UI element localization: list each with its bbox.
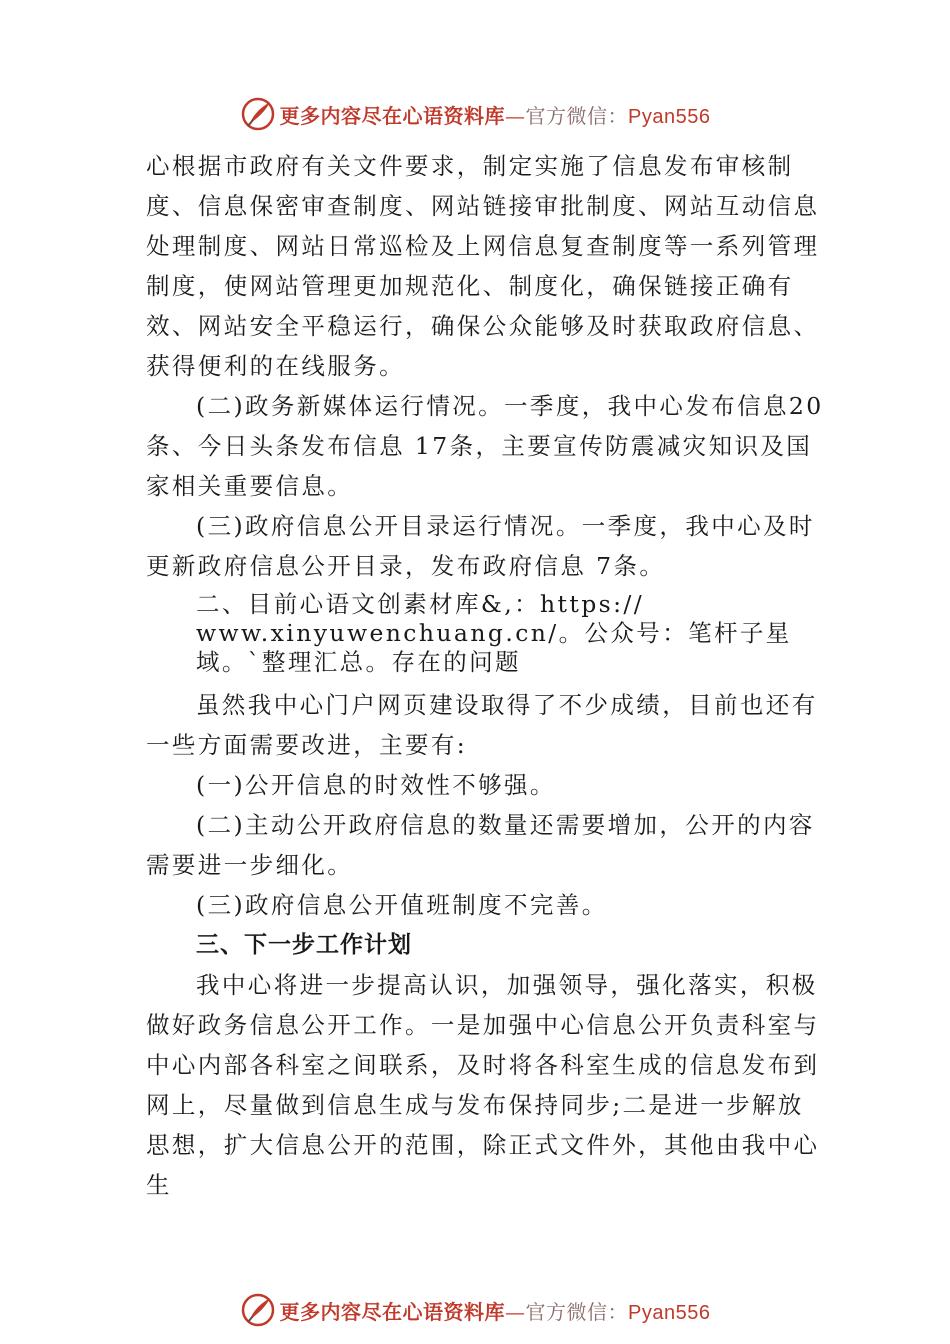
inserted-line: 二、目前心语文创素材库&,：https:// www.xinyuwenchuang.cn/。公众号：笔杆子星域。`整理汇总。存在的问题 [196,590,792,676]
paragraph-3: (三)政府信息公开目录运行情况。一季度，我中心及时更新政府信息公开目录，发布政府信息 7条。 [146,512,815,580]
paragraph-last: 我中心将进一步提高认识，加强领导，强化落实，积极做好政务信息公开工作。一是加强中心信息公开负责科室与中心内部各科室之间联系，及时将各科室生成的信息发布到网上，尽量做到信息生成与发布保持同步;二是进一步解放思想，扩大信息公开的范围，除正式文件外，其他由我中心生 [146,971,820,1199]
paragraph-4: 虽然我中心门户网页建设取得了不少成绩，目前也还有一些方面需要改进，主要有: [146,691,818,759]
banner-text [280,100,711,129]
banner-wechat-id: Pyan556 [628,1301,711,1324]
paragraph-1: 心根据市政府有关文件要求，制定实施了信息发布审核制度、信息保密审查制度、网站链接审批制度、网站互动信息处理制度、网站日常巡检及上网信息复查制度等一系列管理制度，使网站管理更加规范化、制度化，确保链接正确有效、网站安全平稳运行，确保公众能够及时获取政府信息、获得便利的在线服务。 [146,152,820,380]
banner-sub-text: 官方微信： [525,103,629,128]
paragraph-2: (二)政务新媒体运行情况。一季度，我中心发布信息20条、今日头条发布信息 17条，主要宣传防震减灾知识及国家相关重要信息。 [146,392,824,500]
section-heading-3: 三、下一步工作计划 [196,932,412,958]
paragraph-5: (一)公开信息的时效性不够强。 [196,771,556,799]
paragraph-7: (三)政府信息公开值班制度不完善。 [196,891,608,919]
quill-logo-icon [240,96,276,132]
banner-text [280,1296,711,1325]
banner-dash: — [505,103,526,128]
quill-logo-icon [240,1292,276,1328]
banner-main-text: 更多内容尽在心语资料库 [279,1299,506,1324]
banner-main-text: 更多内容尽在心语资料库 [279,103,506,128]
banner-wechat-id: Pyan556 [628,105,711,128]
document-body [146,146,826,1205]
banner-dash: — [505,1299,526,1324]
footer-banner [0,1290,950,1330]
header-banner [0,94,950,134]
banner-sub-text: 官方微信： [525,1299,629,1324]
paragraph-6: (二)主动公开政府信息的数量还需要增加，公开的内容需要进一步细化。 [146,811,815,879]
